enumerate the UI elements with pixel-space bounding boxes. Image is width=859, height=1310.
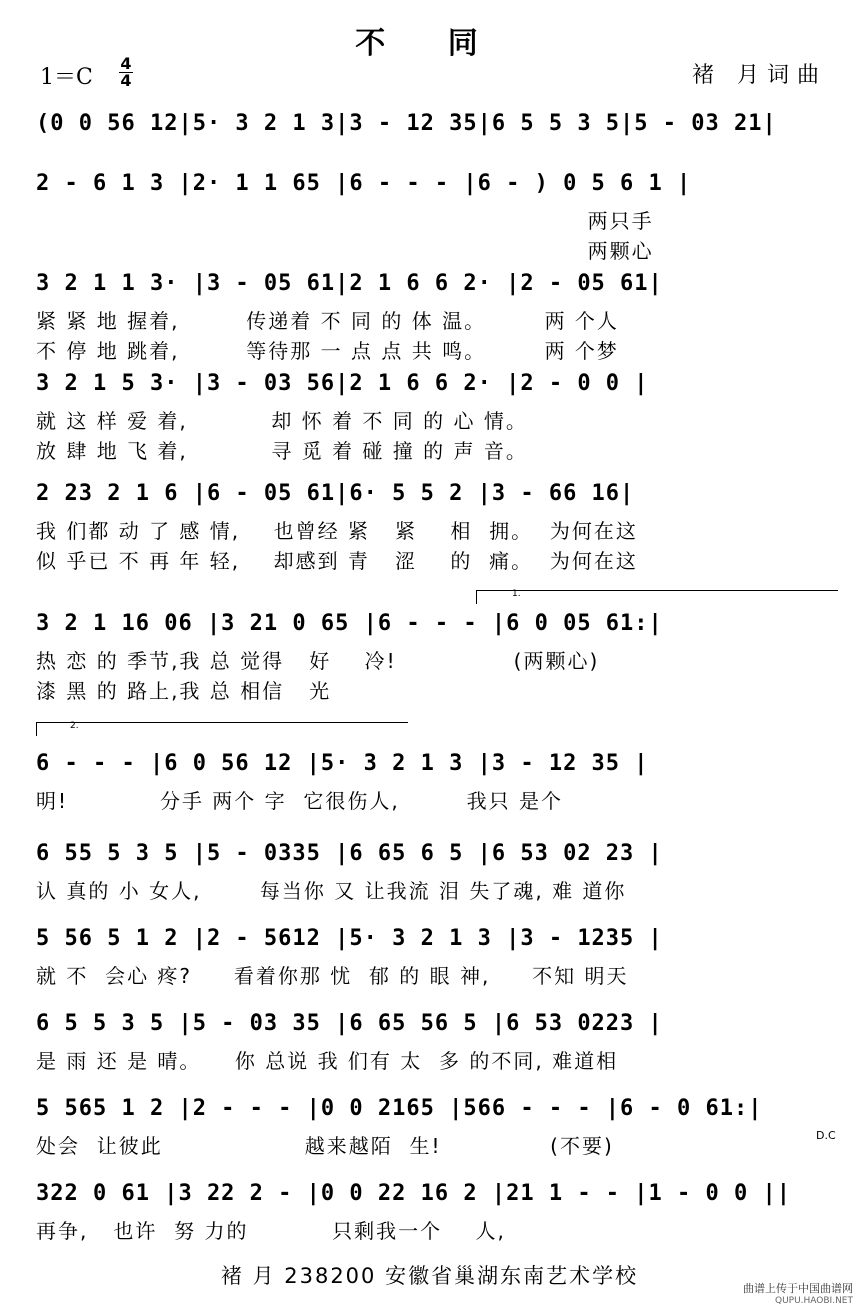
lyric-line: 就 不 会心 疼? 看着你那 忧 郁 的 眼 神, 不知 明天 <box>36 964 629 988</box>
lyric-line: 热 恋 的 季节,我 总 觉得 好 冷! (两颗心) <box>36 649 600 673</box>
time-signature-top: 4 <box>120 54 132 73</box>
score-system <box>36 1170 834 1246</box>
notation-line: 6 55 5 3 5 |5 - 0335 |6 65 6 5 |6 53 02 23 | <box>36 830 834 876</box>
lyric-line: 两只手 <box>36 209 654 233</box>
ending-two-marker: 2. <box>70 721 79 731</box>
score-system <box>36 600 834 706</box>
lyric-line: 我 们都 动 了 感 情, 也曾经 紧 紧 相 拥。 为何在这 <box>36 519 638 543</box>
lyric-line: 认 真的 小 女人, 每当你 又 让我流 泪 失了魂, 难 道你 <box>36 879 627 903</box>
score-system <box>36 160 834 266</box>
lyric-line: 紧 紧 地 握着, 传递着 不 同 的 体 温。 两 个人 <box>36 309 619 333</box>
key-signature: 1＝C <box>40 65 93 90</box>
score-system <box>36 470 834 576</box>
dc-marker: D.C <box>816 1129 836 1142</box>
lyric-line: 处会 让彼此 越来越陌 生! (不要) <box>36 1134 614 1158</box>
notation-line: 3 2 1 16 06 |3 21 0 65 |6 - - - |6 0 05 61:| <box>36 600 834 646</box>
lyric-line: 不 停 地 跳着, 等待那 一 点 点 共 鸣。 两 个梦 <box>36 339 619 363</box>
score-system <box>36 1000 834 1076</box>
notation-line: 6 5 5 3 5 |5 - 03 35 |6 65 56 5 |6 53 0223 | <box>36 1000 834 1046</box>
lyric-line: 漆 黑 的 路上,我 总 相信 光 <box>36 679 332 703</box>
watermark <box>743 1282 853 1308</box>
lyric-line: 再争, 也许 努 力的 只剩我一个 人, <box>36 1219 506 1243</box>
lyric-line: 放 肆 地 飞 着, 寻 觅 着 碰 撞 的 声 音。 <box>36 439 528 463</box>
notation-line: 3 2 1 1 3· |3 - 05 61|2 1 6 6 2· |2 - 05 61| <box>36 260 834 306</box>
lyric-line: 明! 分手 两个 字 它很伤人, 我只 是个 <box>36 789 563 813</box>
score-system <box>36 740 834 816</box>
notation-line: 322 0 61 |3 22 2 - |0 0 22 16 2 |21 1 - - |1 - 0 0 || <box>36 1170 834 1216</box>
song-title: 不 同 <box>355 26 504 61</box>
lyric-line: 是 雨 还 是 晴。 你 总说 我 们有 太 多 的不同, 难道相 <box>36 1049 619 1073</box>
author-credit: 褚 月词曲 <box>692 63 827 88</box>
ending-one-marker: 1. <box>512 589 521 599</box>
lyric-line: 就 这 样 爱 着, 却 怀 着 不 同 的 心 情。 <box>36 409 528 433</box>
notation-line: 5 565 1 2 |2 - - - |0 0 2165 |566 - - - |6 - 0 61:| <box>36 1085 834 1131</box>
watermark-line-1: 曲谱上传于中国曲谱网 <box>743 1282 853 1295</box>
score-system <box>36 1085 834 1161</box>
notation-line: (0 0 56 12|5· 3 2 1 3|3 - 12 35|6 5 5 3 5|5 - 03 21| <box>36 100 834 146</box>
notation-line: 2 - 6 1 3 |2· 1 1 65 |6 - - - |6 - ) 0 5 6 1 | <box>36 160 834 206</box>
notation-line: 2 23 2 1 6 |6 - 05 61|6· 5 5 2 |3 - 66 16| <box>36 470 834 516</box>
notation-line: 3 2 1 5 3· |3 - 03 56|2 1 6 6 2· |2 - 0 0 | <box>36 360 834 406</box>
footer-credit: 褚 月 238200 安徽省巢湖东南艺术学校 <box>220 1264 639 1288</box>
watermark-line-2: QUPU.HAOBI.NET <box>774 1296 853 1306</box>
lyric-line: 两颗心 <box>36 239 654 263</box>
notation-line: 6 - - - |6 0 56 12 |5· 3 2 1 3 |3 - 12 35 | <box>36 740 834 786</box>
score-system <box>36 915 834 991</box>
notation-line: 5 56 5 1 2 |2 - 5612 |5· 3 2 1 3 |3 - 1235 | <box>36 915 834 961</box>
lyric-line: 似 乎已 不 再 年 轻, 却感到 青 涩 的 痛。 为何在这 <box>36 549 638 573</box>
score-system <box>36 100 834 146</box>
time-signature-bottom: 4 <box>120 71 132 90</box>
score-system <box>36 830 834 906</box>
score-system <box>36 360 834 466</box>
time-signature <box>116 56 136 89</box>
score-system <box>36 260 834 366</box>
